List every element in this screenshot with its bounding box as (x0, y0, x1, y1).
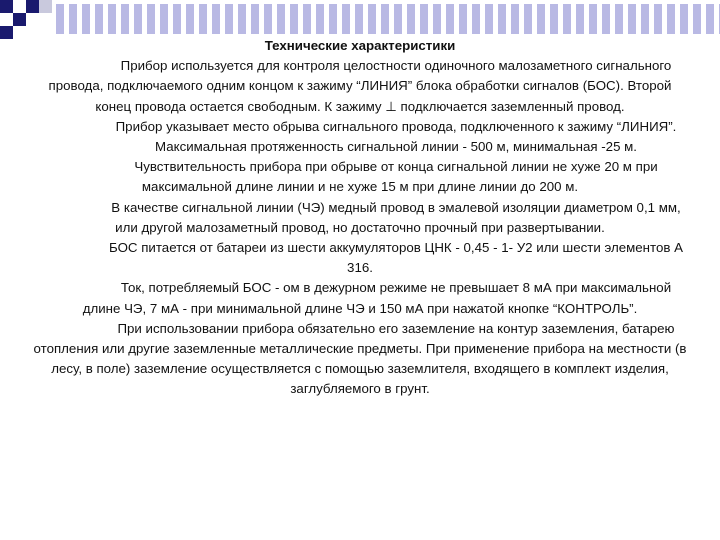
slide-title: Технические характеристики (264, 38, 456, 53)
paragraph-current: Ток, потребляемый БОС - ом в дежурном режиме не превышает 8 мА при максимальной длине ЧЭ, 7 мА - при минимальной длине ЧЭ и 150 мА при нажатой кнопке “КОНТРОЛЬ”. (82, 280, 672, 316)
paragraph-power-supply: БОС питается от батареи из шести аккумуляторов ЦНК - 0,45 - 1- У2 или шести элементов А 316. (109, 240, 683, 276)
slide-content (30, 36, 690, 400)
paragraph-line-length: Максимальная протяженность сигнальной линии - 500 м, минимальная -25 м. (154, 139, 637, 155)
header-stripe (56, 4, 720, 34)
corner-squares-icon (0, 0, 52, 39)
paragraph-purpose: Прибор используется для контроля целостности одиночного малозаметного сигнального провода, подключаемого одним концом к зажиму “ЛИНИЯ” блока обработки сигналов (БОС). Второй конец провода остается свободным. К зажиму ⊥ подключается заземленный провод. (48, 58, 672, 114)
paragraph-signal-wire: В качестве сигнальной линии (ЧЭ) медный провод в эмалевой изоляции диаметром 0,1 мм, или другой малозаметный провод, но достаточно прочный при развертывании. (111, 199, 681, 235)
paragraph-grounding: При использовании прибора обязательно его заземление на контур заземления, батарею отопления или другие заземленные металлические предметы. При применение прибора на местности (в лесу, в поле) заземление осуществляется с помощью заземлителя, входящего в комплект изделия, заглубляемого в грунт. (33, 320, 687, 397)
paragraph-break-location: Прибор указывает место обрыва сигнального провода, подключенного к зажиму “ЛИНИЯ”. (115, 118, 677, 134)
paragraph-sensitivity: Чувствительность прибора при обрыве от конца сигнальной линии не хуже 20 м при максимальной длине линии и не хуже 15 м при длине линии до 200 м. (134, 159, 658, 195)
